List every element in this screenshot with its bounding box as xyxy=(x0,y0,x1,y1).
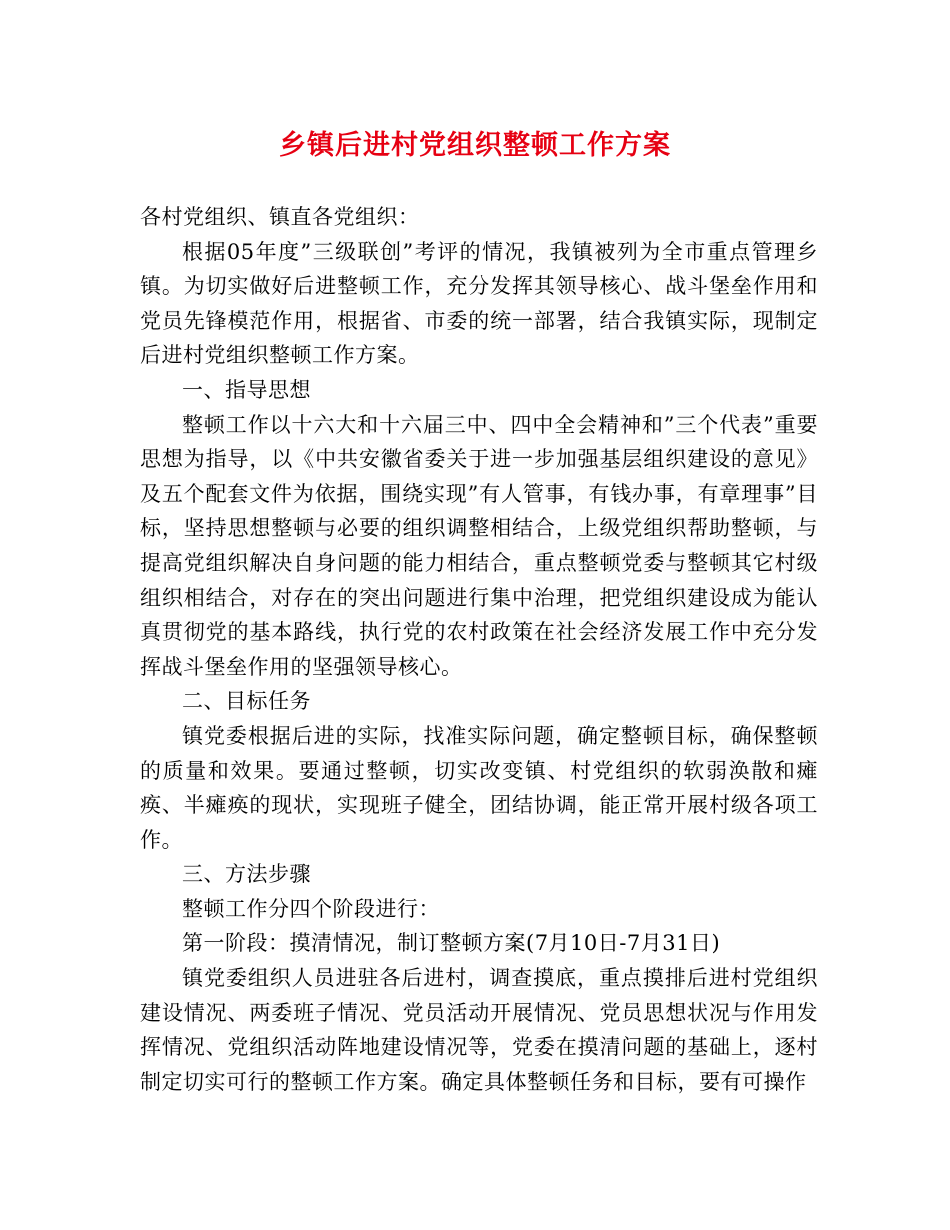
section-heading-guiding-ideology: 一、指导思想 xyxy=(182,377,311,402)
paragraph-salutation: 各村党组织、镇直各党组织： xyxy=(140,205,420,229)
paragraph-first-stage: 镇党委组织人员进驻各后进村，调查摸底，重点摸排后进村党组织建设情况、两委班子情况、党员活动开展情况、党员思想状况与作用发挥情况、党组织活动阵地建设情况等，党委在摸清问题的基础上，逐村制定切实可行的整顿工作方案。确定具体整顿任务和目标，要有可操作 xyxy=(140,966,818,1094)
section-heading-goals: 二、目标任务 xyxy=(182,689,311,714)
paragraph-intro: 根据05年度”三级联创”考评的情况，我镇被列为全市重点管理乡镇。为切实做好后进整顿工作，充分发挥其领导核心、战斗堡垒作用和党员先锋模范作用，根据省、市委的统一部署，结合我镇实际，现制定后进村党组织整顿工作方案。 xyxy=(140,239,818,368)
section-heading-steps: 三、方法步骤 xyxy=(182,862,311,887)
paragraph-steps-intro: 整顿工作分四个阶段进行： xyxy=(182,896,440,921)
document-title: 乡镇后进村党组织整顿工作方案 xyxy=(279,130,671,161)
stage-heading-first: 第一阶段：摸清情况，制订整顿方案(7月10日-7月31日) xyxy=(182,931,721,956)
document-body xyxy=(140,200,818,1099)
paragraph-goals: 镇党委根据后进的实际，找准实际问题，确定整顿目标，确保整顿的质量和效果。要通过整顿，切实改变镇、村党组织的软弱涣散和瘫痪、半瘫痪的现状，实现班子健全，团结协调，能正常开展村级各项工作。 xyxy=(140,723,818,852)
paragraph-guiding-ideology: 整顿工作以十六大和十六届三中、四中全会精神和”三个代表”重要思想为指导，以《中共安徽省委关于进一步加强基层组织建设的意见》及五个配套文件为依据，围绕实现”有人管事，有钱办事，有章理事”目标，坚持思想整顿与必要的组织调整相结合，上级党组织帮助整顿，与提高党组织解决自身问题的能力相结合，重点整顿党委与整顿其它村级组织相结合，对存在的突出问题进行集中治理，把党组织建设成为能认真贯彻党的基本路线，执行党的农村政策在社会经济发展工作中充分发挥战斗堡垒作用的坚强领导核心。 xyxy=(140,412,818,679)
